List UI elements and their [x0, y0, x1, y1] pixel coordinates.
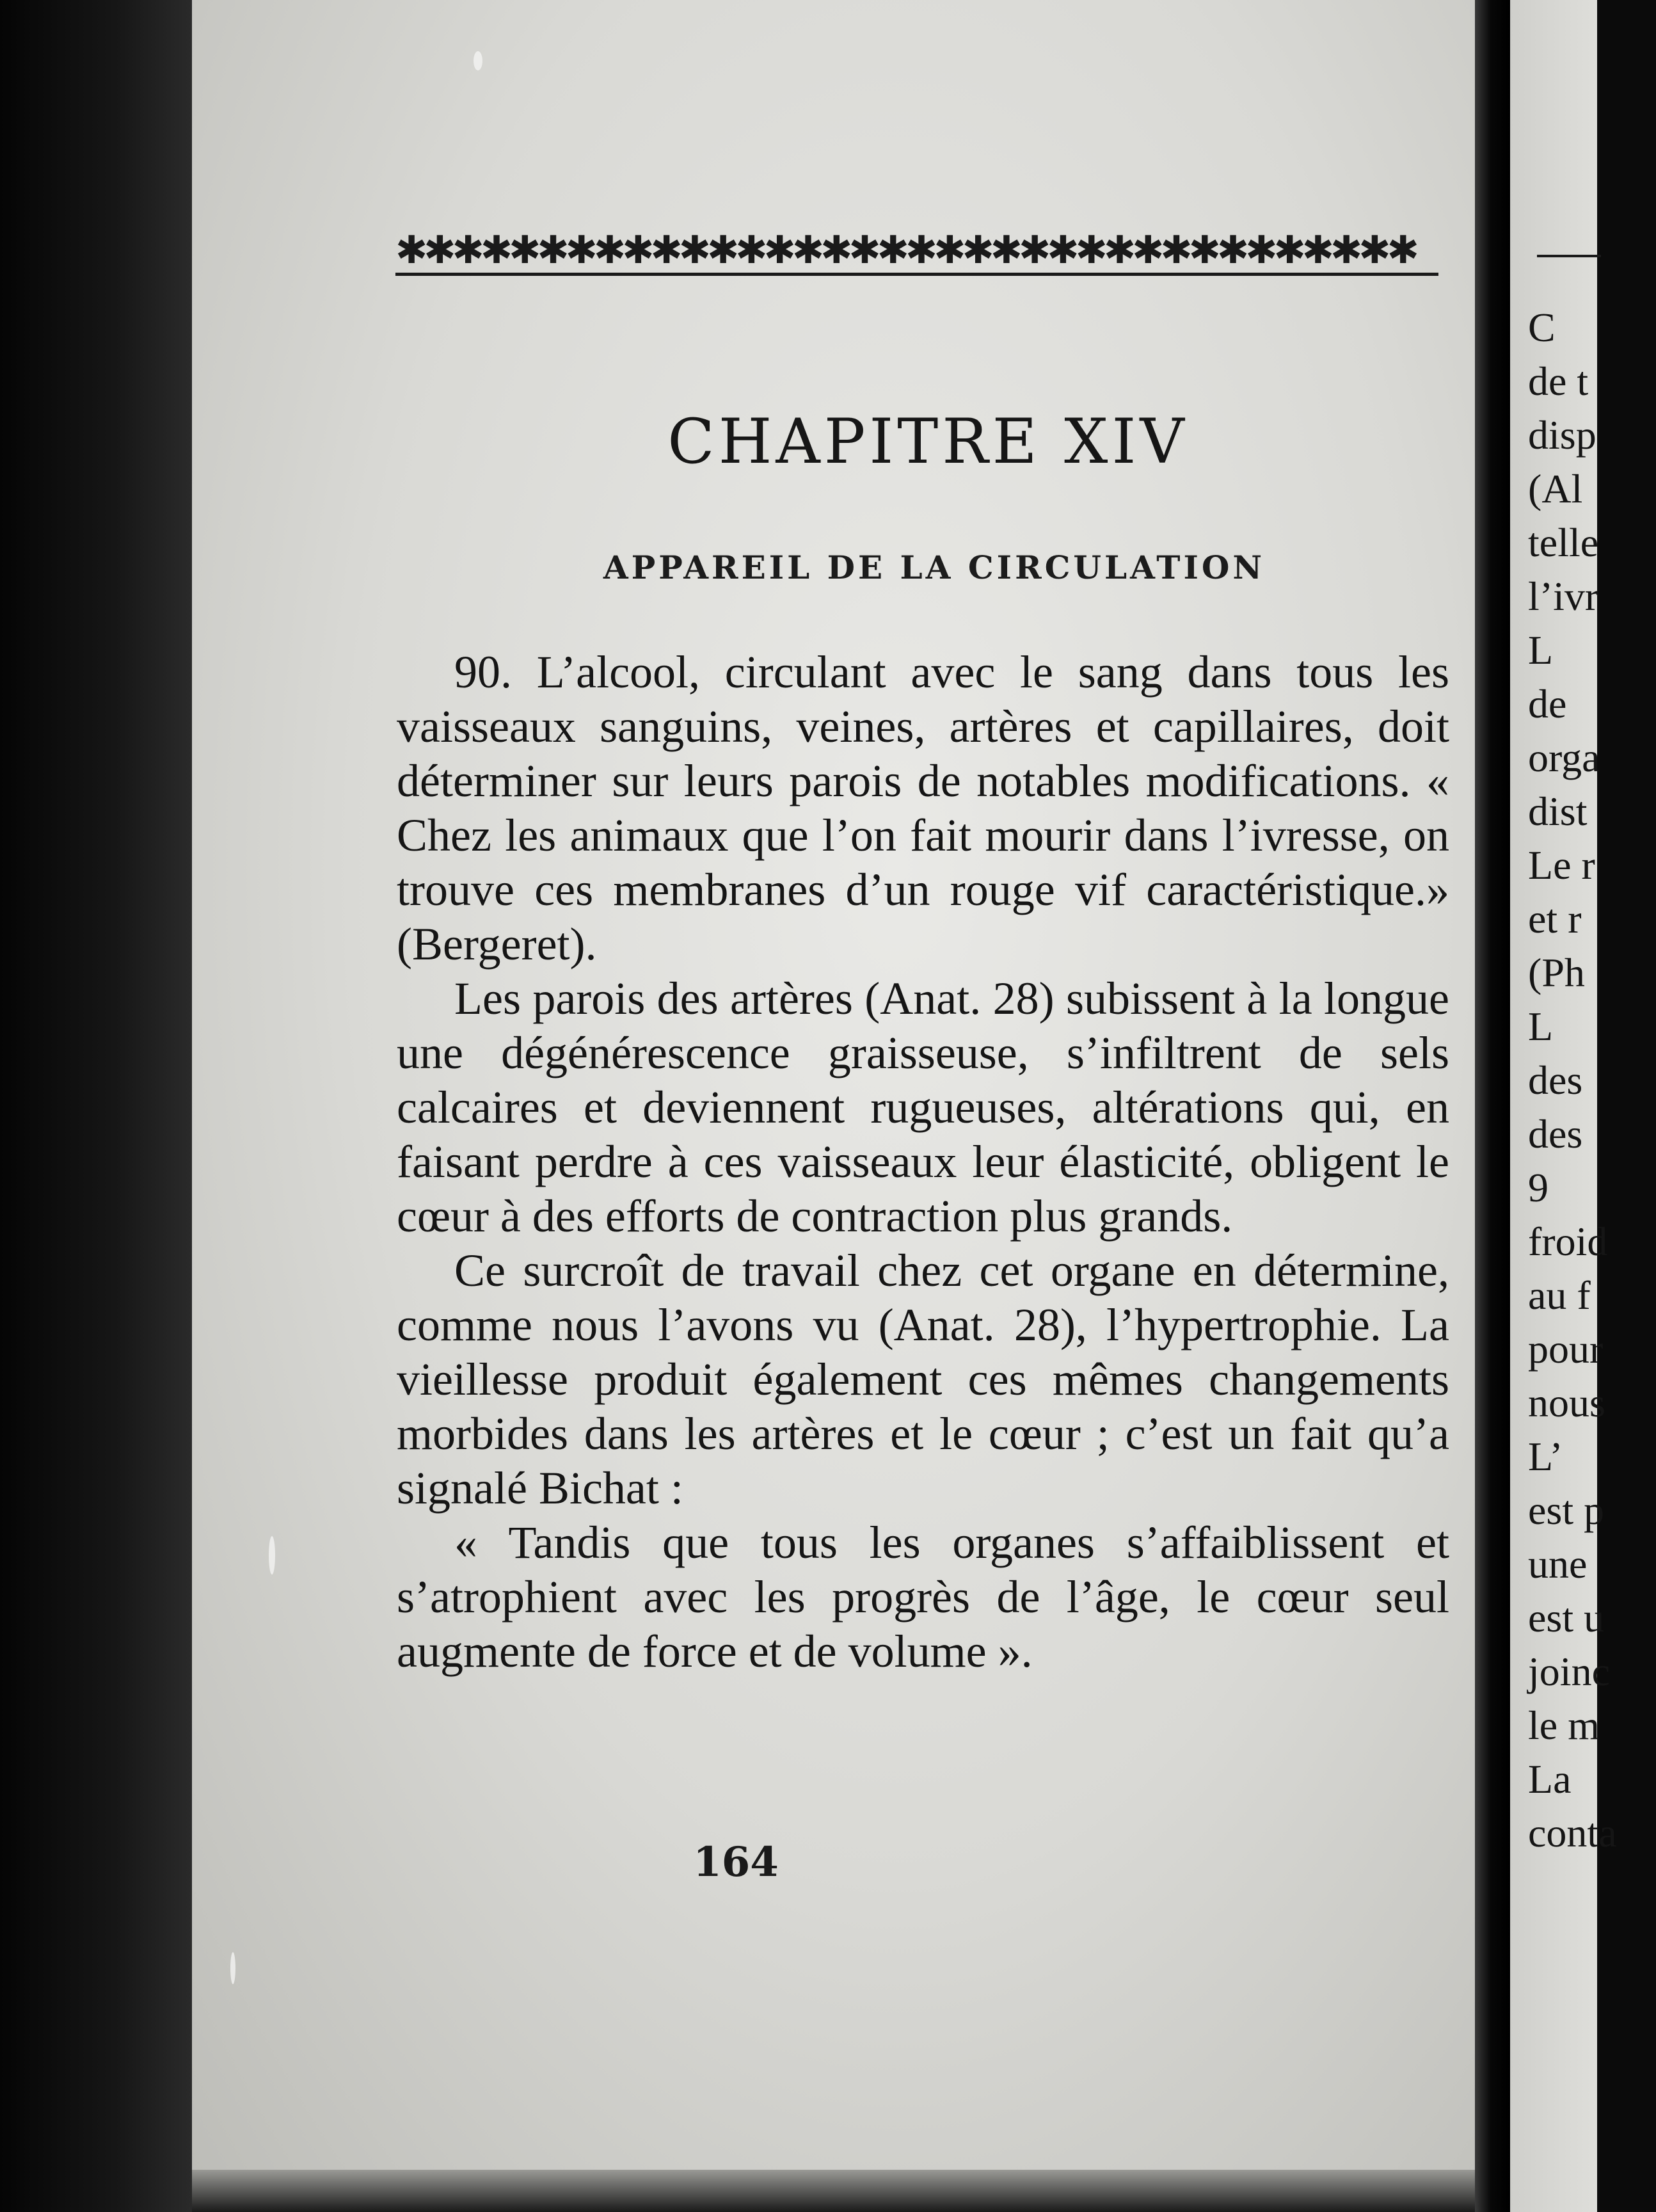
- facing-line: une: [1528, 1541, 1588, 1587]
- ornament-rule: ✱✱✱✱✱✱✱✱✱✱✱✱✱✱✱✱✱✱✱✱✱✱✱✱✱✱✱✱✱✱✱✱✱✱✱✱: [395, 228, 1438, 276]
- facing-line: (Ph: [1528, 950, 1585, 995]
- facing-line: au f: [1528, 1272, 1591, 1318]
- facing-page-text: [1528, 301, 1656, 1860]
- dust-speck: [269, 1536, 275, 1575]
- quotation-paragraph: « Tandis que tous les organes s’affaiblissent et s’atrophient avec les progrès de l’âge, le cœur seul augmente de force et de volume ».: [397, 1517, 1449, 1677]
- facing-line: est p: [1528, 1487, 1605, 1533]
- facing-line: La: [1528, 1756, 1572, 1802]
- paragraph: 90. L’alcool, circulant avec le sang dans tous les vaisseaux sanguins, veines, artères et capillaires, doit déterminer sur leurs parois de notables modifications. « Chez les animaux que l’on fait mourir dans l’ivresse, on trouve ces membranes d’un rouge vif caractéristique.» (Bergeret).: [397, 646, 1449, 970]
- page-bottom-edge: [192, 2170, 1475, 2212]
- facing-page: [1510, 0, 1617, 2212]
- body-text: [397, 645, 1449, 1679]
- facing-line: l’ivr: [1528, 573, 1599, 619]
- book-gutter: [1475, 0, 1510, 2212]
- facing-line: C: [1528, 305, 1556, 350]
- facing-line: L: [1528, 1004, 1554, 1049]
- facing-line: pour: [1528, 1326, 1604, 1372]
- chapter-title: CHAPITRE XIV: [667, 406, 1188, 477]
- facing-line: et r: [1528, 896, 1582, 942]
- facing-line: disp: [1528, 412, 1596, 458]
- paragraph: Ce surcroît de travail chez cet organe en détermine, comme nous l’avons vu (Anat. 28), l’hypertrophie. La vieillesse produit également ces mêmes changements morbides dans les artères et le cœur ; c’est un fait qu’a signalé Bichat :: [397, 1245, 1449, 1514]
- facing-line: le m: [1528, 1703, 1600, 1748]
- facing-line: (Al: [1528, 466, 1583, 511]
- paragraph: Les parois des artères (Anat. 28) subissent à la longue une dégénérescence graisseuse, s’infiltrent de sels calcaires et deviennent rugueuses, altérations qui, en faisant perdre à ces vaisseaux leur élasticité, obligent le cœur à des efforts de contraction plus grands.: [397, 973, 1449, 1242]
- left-dark-margin: [0, 0, 192, 2212]
- facing-line: de: [1528, 681, 1567, 726]
- facing-line: joinc: [1528, 1649, 1610, 1694]
- facing-line: conta: [1528, 1810, 1617, 1855]
- page-number: 164: [693, 1838, 779, 1886]
- facing-page-rule: [1537, 255, 1601, 257]
- facing-line: Le r: [1528, 842, 1595, 888]
- facing-line: de t: [1528, 358, 1589, 404]
- facing-line: telle: [1528, 520, 1599, 565]
- facing-line: orga: [1528, 735, 1600, 780]
- facing-line: nous: [1528, 1380, 1605, 1425]
- facing-line: dist: [1528, 789, 1588, 834]
- facing-line: des: [1528, 1057, 1583, 1103]
- facing-line: L’: [1528, 1434, 1563, 1479]
- facing-line: L: [1528, 627, 1554, 673]
- facing-line: froid: [1528, 1219, 1608, 1264]
- dust-speck: [474, 51, 482, 70]
- facing-line: des: [1528, 1111, 1583, 1157]
- dust-speck: [230, 1952, 235, 1984]
- facing-line: est u: [1528, 1595, 1605, 1640]
- chapter-subtitle: APPAREIL DE LA CIRCULATION: [603, 549, 1266, 586]
- facing-line: 9: [1528, 1165, 1549, 1210]
